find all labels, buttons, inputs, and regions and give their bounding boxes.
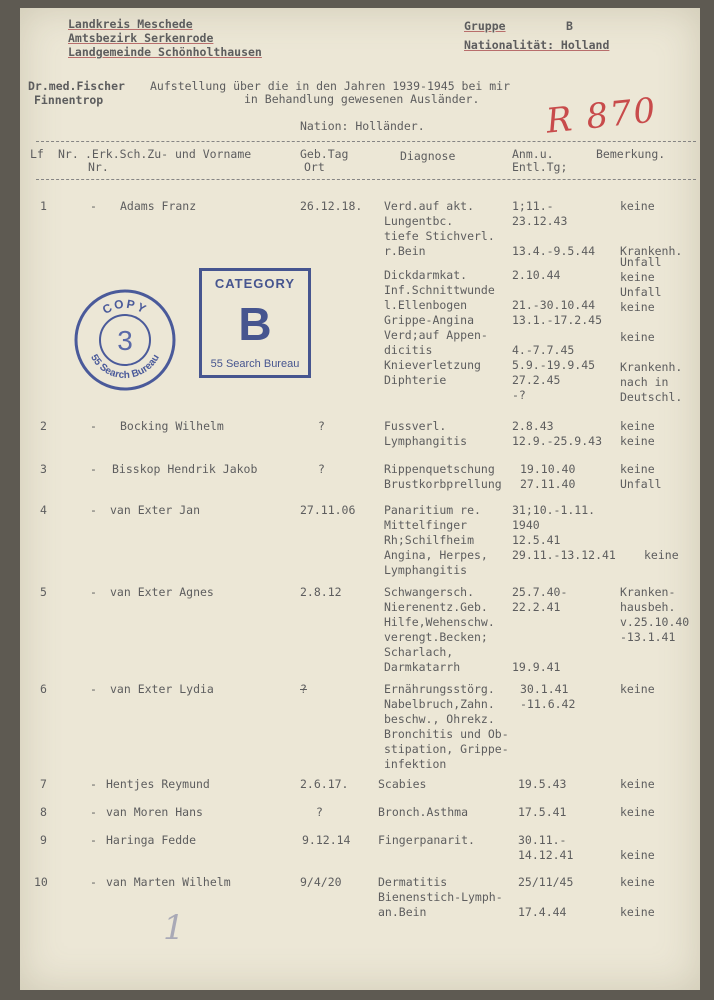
row-5-diagnose: Schwangersch. Nierenentz.Geb. Hilfe,Wehenschw. verengt.Becken; Scharlach, Darmkatarrh xyxy=(384,585,495,674)
row-2-name: Bocking Wilhelm xyxy=(120,419,224,433)
row-1-geb: 26.12.18. xyxy=(300,199,363,213)
row-1-dash: - xyxy=(90,199,97,213)
row-1-name: Adams Franz xyxy=(120,199,197,213)
col-nr-2: Nr. xyxy=(88,160,109,174)
category-stamp-label: CATEGORY xyxy=(214,276,296,291)
row-7-dates: 19.5.43 xyxy=(518,777,567,791)
col-geb-tag: Geb.Tag xyxy=(300,147,349,161)
pencil-mark: 1 xyxy=(163,908,185,948)
row-1b-diagnose: Dickdarmkat. Inf.Schnittwunde l.Ellenbogen Grippe-Angina Verd;auf Appen- dicitis Knieverletzung Diphterie xyxy=(384,268,495,387)
row-2-dates: 2.8.43 12.9.-25.9.43 xyxy=(512,419,603,448)
row-7-bemerkung: keine xyxy=(620,777,655,791)
row-3-name: Bisskop Hendrik Jakob xyxy=(112,462,258,476)
category-stamp xyxy=(199,268,311,378)
document-title-line-1: Aufstellung über die in den Jahren 1939-1945 bei mir xyxy=(150,79,511,93)
header-rule-top xyxy=(36,141,696,142)
row-4-dates: 31;10.-1.11. 1940 12.5.41 29.11.-13.12.41 xyxy=(512,503,616,562)
col-nr: Nr. xyxy=(58,147,79,161)
row-4-bemerkung: keine xyxy=(644,548,679,562)
row-5-geb: 2.8.12 xyxy=(300,585,342,599)
row-10-name: van Marten Wilhelm xyxy=(106,875,231,889)
row-9-lf: 9 xyxy=(40,833,47,847)
row-10-bemerkung: keine keine xyxy=(620,875,655,919)
copy-stamp-number: 3 xyxy=(117,325,133,356)
row-2-geb: ? xyxy=(318,419,325,433)
district-line-3: Landgemeinde Schönholthausen xyxy=(68,45,262,59)
col-bemerkung: Bemerkung. xyxy=(596,147,666,161)
row-5-dates: 25.7.40- 22.2.41 19.9.41 xyxy=(512,585,568,674)
row-9-bemerkung: keine xyxy=(620,848,655,862)
row-8-name: van Moren Hans xyxy=(106,805,203,819)
copy-stamp-label: COPY xyxy=(100,296,151,317)
row-10-dash: - xyxy=(90,875,97,889)
row-7-diagnose: Scabies xyxy=(378,777,427,791)
category-stamp-value: B xyxy=(238,298,272,350)
row-2-dash: - xyxy=(90,419,97,433)
row-1-dates: 1;11.- 23.12.43 13.4.-9.5.44 xyxy=(512,199,596,258)
gruppe-value: B xyxy=(566,19,573,33)
row-2-lf: 2 xyxy=(40,419,47,433)
row-3-lf: 3 xyxy=(40,462,47,476)
doctor-place: Finnentrop xyxy=(34,93,104,107)
nation-line: Nation: Holländer. xyxy=(300,119,425,133)
row-6-dash: - xyxy=(90,682,97,696)
row-10-geb: 9/4/20 xyxy=(300,875,342,889)
row-9-dash: - xyxy=(90,833,97,847)
row-7-name: Hentjes Reymund xyxy=(106,777,210,791)
row-2-bemerkung: keine keine xyxy=(620,419,655,448)
col-anm: Anm.u. xyxy=(512,147,554,161)
row-10-dates: 25/11/45 17.4.44 xyxy=(518,875,574,919)
row-4-dash: - xyxy=(90,503,97,517)
doctor-name: Dr.med.Fischer xyxy=(28,79,125,93)
col-entl: Entl.Tg; xyxy=(512,160,568,174)
row-7-dash: - xyxy=(90,777,97,791)
row-10-diagnose: Dermatitis Bienenstich-Lymph- an.Bein xyxy=(378,875,503,919)
row-9-name: Haringa Fedde xyxy=(106,833,197,847)
row-4-diagnose: Panaritium re. Mittelfinger Rh;Schilfheim Angina, Herpes, Lymphangitis xyxy=(384,503,488,577)
row-8-lf: 8 xyxy=(40,805,47,819)
row-1b-dates: 2.10.44 21.-30.10.44 13.1.-17.2.45 4.-7.7.45 5.9.-19.9.45 27.2.45 -? xyxy=(512,268,603,402)
row-5-dash: - xyxy=(90,585,97,599)
row-2-diagnose: Fussverl. Lymphangitis xyxy=(384,419,468,448)
row-6-dates: 30.1.41 -11.6.42 xyxy=(520,682,576,711)
row-9-dates: 30.11.- 14.12.41 xyxy=(518,833,574,862)
copy-stamp-bureau: 55 Search Bureau xyxy=(88,352,162,382)
row-3-diagnose: Rippenquetschung Brustkorbprellung xyxy=(384,462,502,491)
nationality-line: Nationalität: Holland xyxy=(464,38,610,52)
row-1b-bemerkung: Unfall keine Unfall keine keine Krankenh. nach in Deutschl. xyxy=(620,255,683,404)
district-line-1: Landkreis Meschede xyxy=(68,17,193,31)
col-lf: Lf xyxy=(30,147,44,161)
row-3-bemerkung: keine Unfall xyxy=(620,462,662,491)
row-9-diagnose: Fingerpanarit. xyxy=(378,833,475,847)
category-stamp-bureau: 55 Search Bureau xyxy=(210,358,300,370)
row-5-bemerkung: Kranken- hausbeh. v.25.10.40 -13.1.41 xyxy=(620,585,690,644)
header-rule-bottom xyxy=(36,179,696,180)
row-7-geb: 2.6.17. xyxy=(300,777,349,791)
row-6-lf: 6 xyxy=(40,682,47,696)
row-9-geb: 9.12.14 xyxy=(302,833,351,847)
col-diagnose: Diagnose xyxy=(400,149,456,163)
row-4-lf: 4 xyxy=(40,503,47,517)
row-1-bemerkung: keine Krankenh. xyxy=(620,199,683,258)
row-8-bemerkung: keine xyxy=(620,805,655,819)
row-8-diagnose: Bronch.Asthma xyxy=(378,805,469,819)
row-8-geb: ? xyxy=(316,805,323,819)
row-3-geb: ? xyxy=(318,462,325,476)
row-6-bemerkung: keine xyxy=(620,682,655,696)
row-1-lf: 1 xyxy=(40,199,47,213)
row-6-geb: ? xyxy=(300,682,307,696)
row-6-diagnose: Ernährungsstörg. Nabelbruch,Zahn. beschw., Ohrekz. Bronchitis und Ob- stipation, Grippe- infektion xyxy=(384,682,509,771)
gruppe-label: Gruppe xyxy=(464,19,506,33)
row-8-dash: - xyxy=(90,805,97,819)
col-ort: Ort xyxy=(304,160,325,174)
row-3-dates: 19.10.40 27.11.40 xyxy=(520,462,576,491)
row-8-dates: 17.5.41 xyxy=(518,805,567,819)
row-6-name: van Exter Lydia xyxy=(110,682,214,696)
document-title-line-2: in Behandlung gewesenen Ausländer. xyxy=(244,92,480,106)
handwritten-reference: R 870 xyxy=(544,90,660,142)
row-3-dash: - xyxy=(90,462,97,476)
row-4-geb: 27.11.06 xyxy=(300,503,356,517)
district-line-2: Amtsbezirk Serkenrode xyxy=(68,31,214,45)
col-name: .Erk.Sch.Zu- und Vorname xyxy=(85,147,252,161)
row-4-name: van Exter Jan xyxy=(110,503,201,517)
row-5-lf: 5 xyxy=(40,585,47,599)
row-7-lf: 7 xyxy=(40,777,47,791)
row-1-diagnose: Verd.auf akt. Lungentbc. tiefe Stichverl. r.Bein xyxy=(384,199,495,258)
row-10-lf: 10 xyxy=(34,875,48,889)
row-5-name: van Exter Agnes xyxy=(110,585,214,599)
copy-stamp xyxy=(73,288,177,392)
